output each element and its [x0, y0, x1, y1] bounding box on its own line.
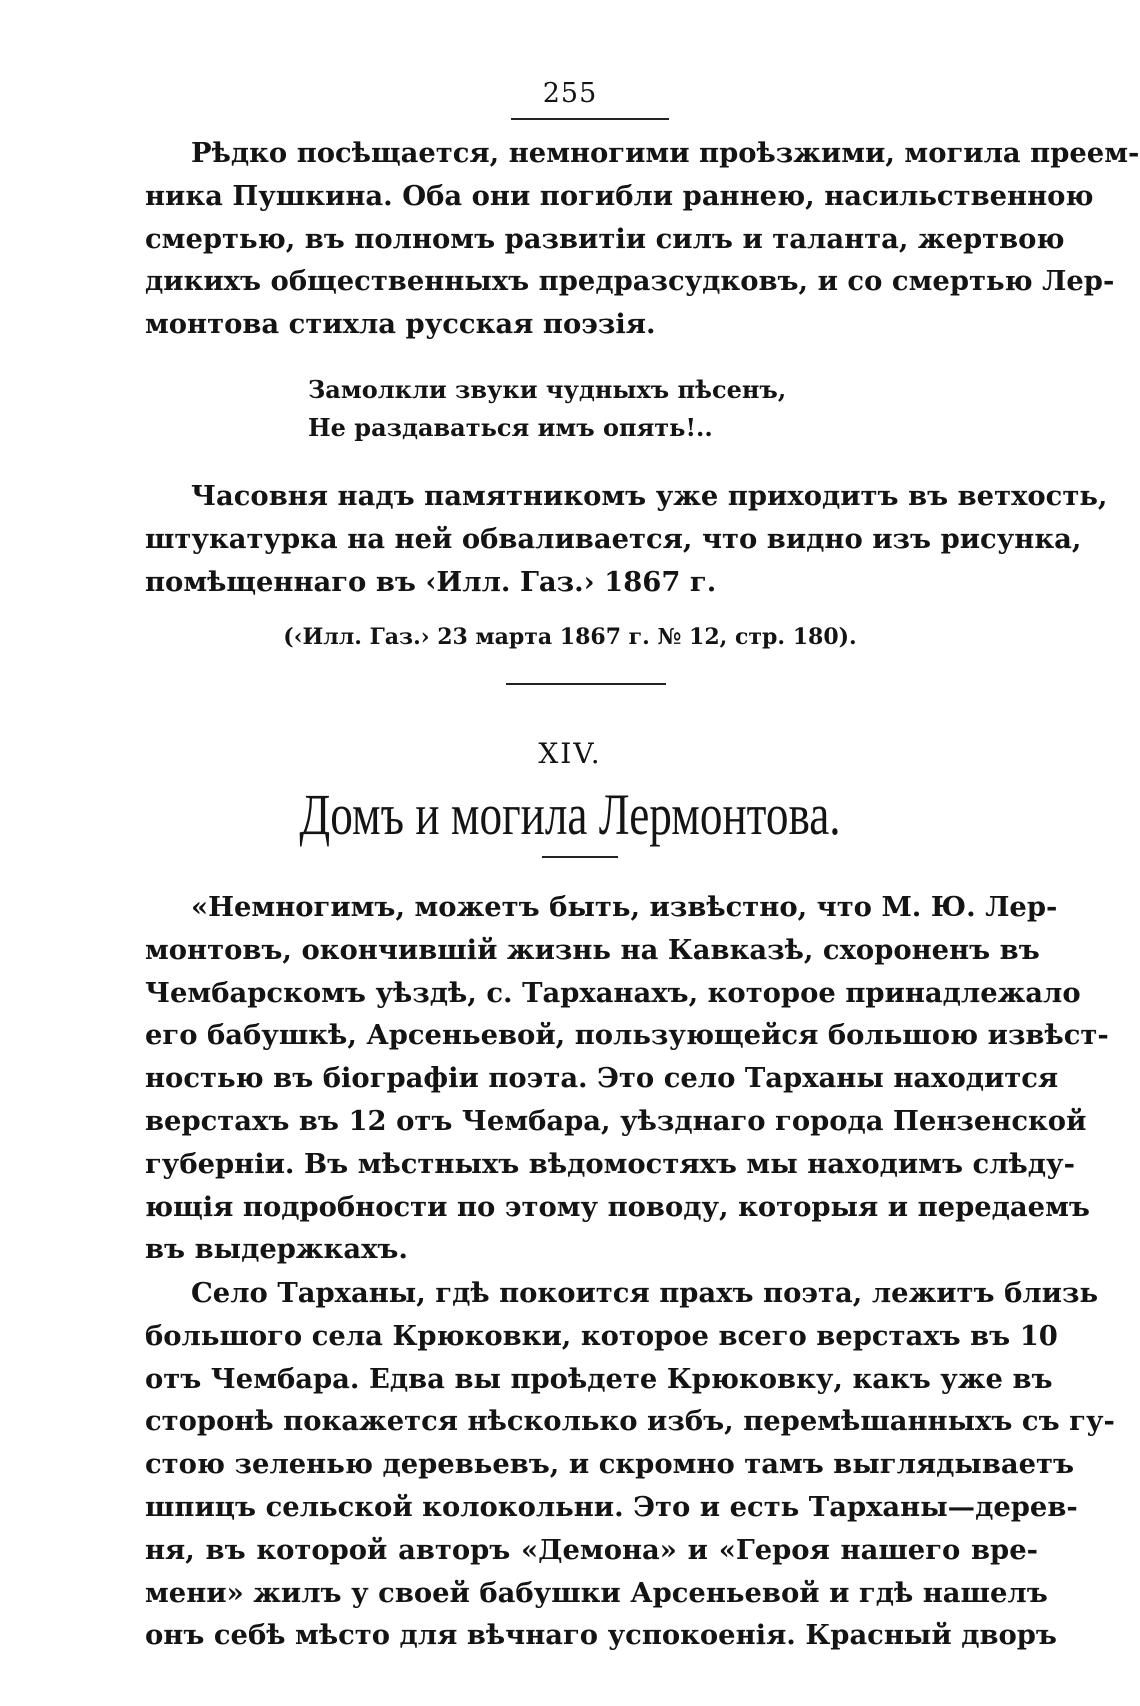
text-line: губернiи. Въ мѣстныхъ вѣдомостяхъ мы находимъ слѣду-: [145, 1147, 1075, 1180]
text-line: сторонѣ покажется нѣсколько избъ, перемѣшанныхъ съ гу-: [145, 1405, 1115, 1438]
verse-line: Замолкли звуки чудныхъ пѣсенъ,: [308, 375, 787, 404]
chapter-number: XIV.: [538, 737, 602, 770]
text-line: Село Тарханы, гдѣ покоится прахъ поэта, лежитъ близь: [191, 1277, 1099, 1309]
text-line: монтовъ, окончившiй жизнь на Кавказѣ, схороненъ въ: [145, 933, 1040, 966]
text-line: «Немногимъ, можетъ быть, извѣстно, что М. Ю. Лер-: [191, 891, 1058, 923]
text-line: Рѣдко посѣщается, немногими проѣзжими, могила преем-: [191, 137, 1140, 169]
text-line: отъ Чембара. Едва вы проѣдете Крюковку, какъ уже въ: [145, 1362, 1053, 1395]
text-line: монтова стихла русская поэзiя.: [145, 308, 656, 341]
text-line: верстахъ въ 12 отъ Чембара, уѣзднаго города Пензенской: [145, 1104, 1087, 1137]
chapter-paragraph-1: [145, 886, 1109, 1271]
text-line: шпицъ сельской колокольни. Это и есть Тарханы—дерев-: [145, 1490, 1078, 1523]
verse-quote: [308, 371, 808, 447]
text-line: въ выдержкахъ.: [145, 1233, 408, 1266]
text-line: штукатурка на ней обваливается, что видно изъ рисунка,: [145, 522, 1082, 555]
text-line: его бабушкѣ, Арсеньевой, пользующейся большою извѣст-: [145, 1019, 1109, 1052]
text-line: большого села Крюковки, которое всего верстахъ въ 10: [145, 1319, 1058, 1352]
verse-line: Не раздаваться имъ опять!..: [308, 413, 713, 442]
text-line: стою зеленью деревьевъ, и скромно тамъ выглядываетъ: [145, 1448, 1075, 1481]
chapter-title: Домъ и могила Лермонтова.: [299, 782, 841, 847]
text-line: ника Пушкина. Оба они погибли раннею, насильственною: [145, 179, 1094, 212]
text-line: помѣщеннаго въ ‹Илл. Газ.› 1867 г.: [145, 565, 717, 598]
title-rule: [542, 856, 618, 858]
chapter-paragraph-2: [145, 1272, 1115, 1657]
text-line: дикихъ общественныхъ предразсудковъ, и со смертью Лер-: [145, 265, 1115, 298]
source-citation: (‹Илл. Газ.› 23 марта 1867 г. № 12, стр. 180).: [283, 624, 857, 650]
text-line: смертью, въ полномъ развитiи силъ и таланта, жертвою: [145, 222, 1065, 255]
text-line: онъ себѣ мѣсто для вѣчнаго успокоенiя. Красный дворъ: [145, 1619, 1057, 1652]
intro-paragraph: [145, 132, 1140, 346]
text-line: Часовня надъ памятникомъ уже приходитъ въ ветхость,: [191, 480, 1108, 512]
section-divider: [506, 683, 666, 685]
text-line: ностью въ бiографiи поэта. Это село Тарханы находится: [145, 1062, 1059, 1095]
text-line: мени» жилъ у своей бабушки Арсеньевой и гдѣ нашелъ: [145, 1576, 1048, 1609]
page-number-rule: [511, 118, 669, 120]
text-line: ющiя подробности по этому поводу, которыя и передаемъ: [145, 1190, 1090, 1223]
chapel-paragraph: [145, 475, 1108, 603]
page-number: 255: [542, 78, 598, 109]
text-line: ня, въ которой авторъ «Демона» и «Героя нашего вре-: [145, 1533, 1038, 1566]
text-line: Чембарскомъ уѣздѣ, с. Тарханахъ, которое принадлежало: [145, 976, 1081, 1009]
